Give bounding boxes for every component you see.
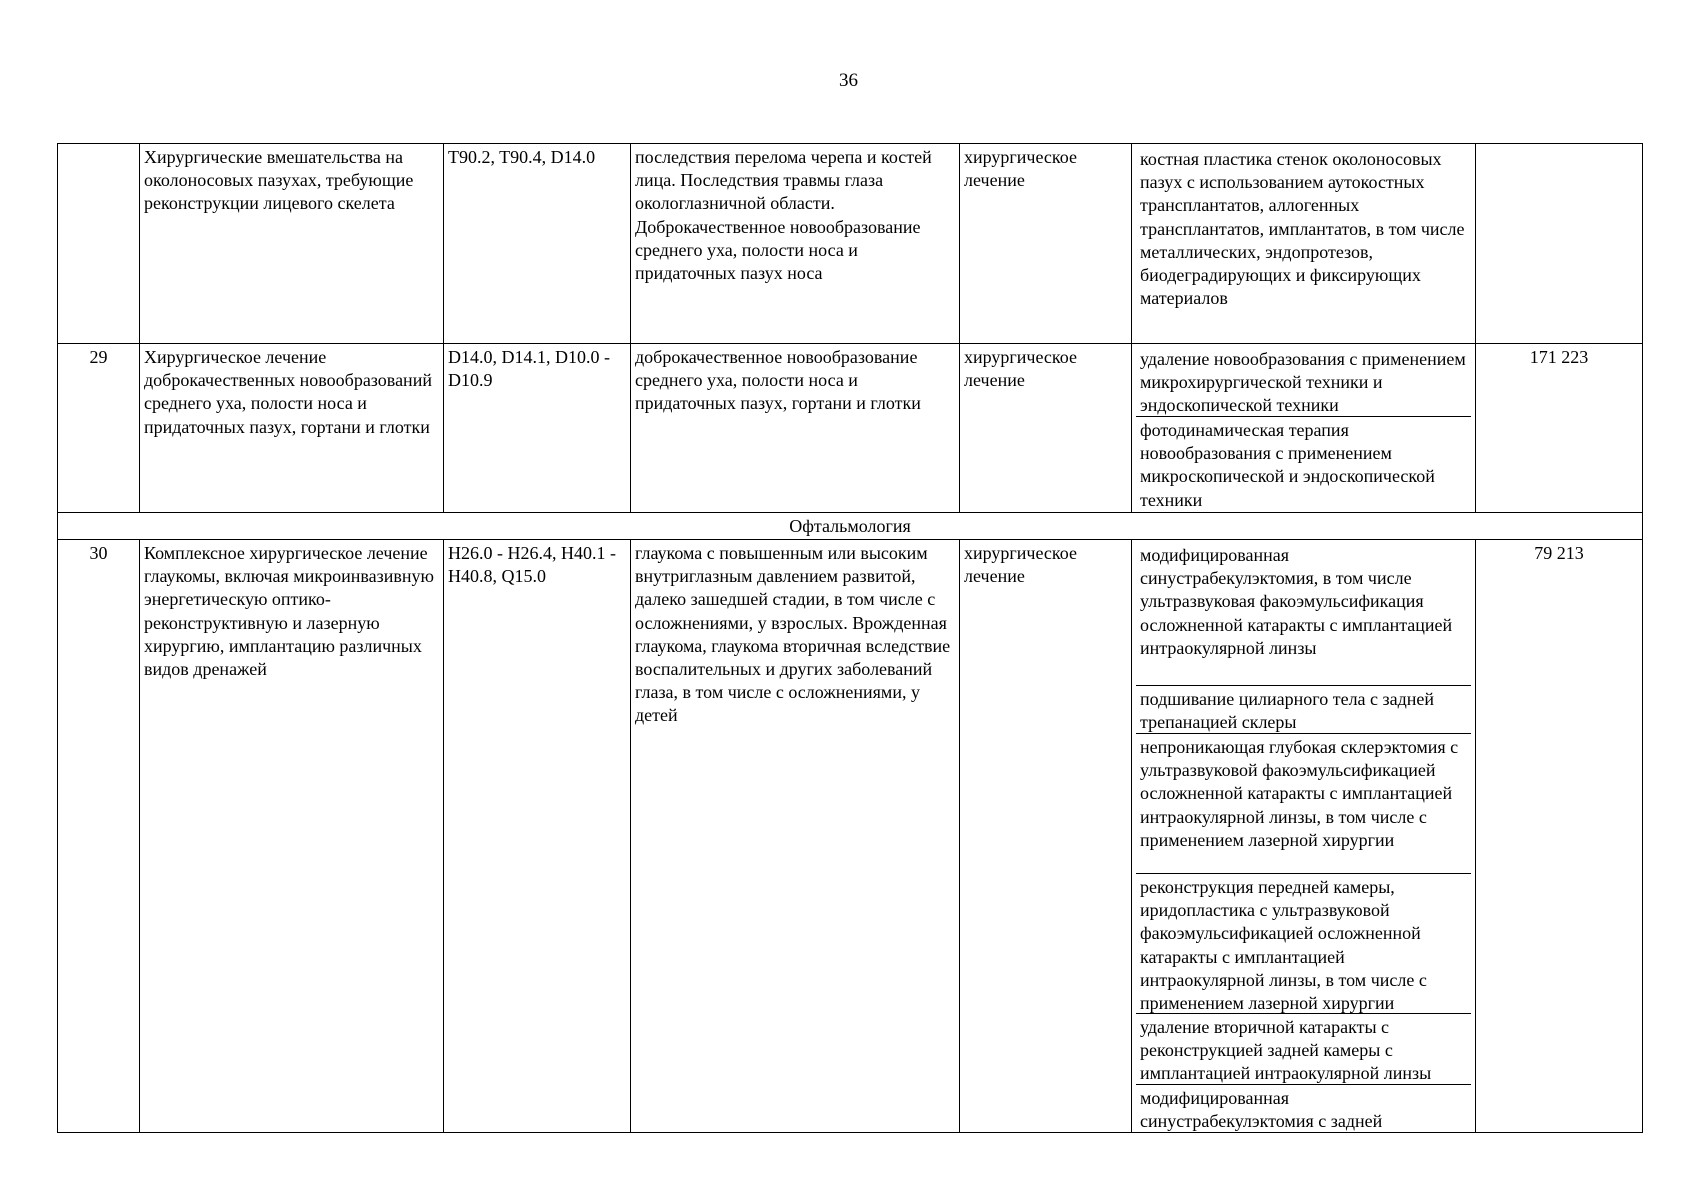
- row-number: [58, 144, 140, 344]
- procedure-name: Комплексное хирургическое лечение глаукомы, включая микроинвазивную энергетическую оптико-реконструктивную и лазерную хирургию, имплантацию различных видов дренажей: [140, 540, 444, 1133]
- treatment-type: хирургическое лечение: [960, 144, 1132, 344]
- condition-description: глаукома с повышенным или высоким внутриглазным давлением развитой, далеко зашедшей стадии, в том числе с осложнениями, у взрослых. Врожденная глаукома, глаукома вторичная вследствие воспалительных и других заболеваний глаза, в том числе с осложнениями, у детей: [631, 540, 960, 1133]
- method-item: модифицированная синустрабекулэктомия, в том числе ультразвуковая факоэмульсификация осложненной катаракты с имплантацией интраокулярной линзы: [1136, 542, 1471, 686]
- diagnosis-codes: T90.2, T90.4, D14.0: [444, 144, 631, 344]
- method-item: реконструкция передней камеры, иридопластика с ультразвуковой факоэмульсификацией осложненной катаракты с имплантацией интраокулярной линзы, в том числе с применением лазерной хирургии: [1136, 874, 1471, 1014]
- procedure-name: Хирургические вмешательства на околоносовых пазухах, требующие реконструкции лицевого скелета: [140, 144, 444, 344]
- methods-cell: [1132, 344, 1476, 513]
- method-item: костная пластика стенок околоносовых пазух с использованием аутокостных трансплантатов, аллогенных трансплантатов, имплантатов, в том числе металлических, эндопротезов, биодеградирующих и фиксирующих материалов: [1140, 149, 1465, 309]
- section-row: [58, 513, 1643, 540]
- condition-description: доброкачественное новообразование среднего уха, полости носа и придаточных пазух, гортани и глотки: [631, 344, 960, 513]
- table-row: [58, 144, 1643, 344]
- method-item: непроникающая глубокая склерэктомия с ультразвуковой факоэмульсификацией осложненной катаракты с имплантацией интраокулярной линзы, в том числе с применением лазерной хирургии: [1136, 734, 1471, 874]
- method-item: удаление новообразования с применением микрохирургической техники и эндоскопической техники: [1136, 346, 1471, 417]
- diagnosis-codes: D14.0, D14.1, D10.0 - D10.9: [444, 344, 631, 513]
- method-item: подшивание цилиарного тела с задней трепанацией склеры: [1136, 686, 1471, 734]
- cost-value: [1476, 144, 1643, 344]
- row-number: 29: [58, 344, 140, 513]
- condition-description: последствия перелома черепа и костей лица. Последствия травмы глаза окологлазничной области. Доброкачественное новообразование среднего уха, полости носа и придаточных пазух носа: [631, 144, 960, 344]
- row-number: 30: [58, 540, 140, 1133]
- treatment-type: хирургическое лечение: [960, 344, 1132, 513]
- treatment-type: хирургическое лечение: [960, 540, 1132, 1133]
- method-item: модифицированная синустрабекулэктомия с задней: [1140, 1088, 1383, 1132]
- methods-cell: [1132, 540, 1476, 1133]
- cost-value: 171 223: [1476, 344, 1643, 513]
- methods-cell: [1132, 144, 1476, 344]
- method-item: удаление вторичной катаракты с реконструкцией задней камеры с имплантацией интраокулярной линзы: [1136, 1014, 1471, 1085]
- procedure-name: Хирургическое лечение доброкачественных новообразований среднего уха, полости носа и придаточных пазух, гортани и глотки: [140, 344, 444, 513]
- method-item: фотодинамическая терапия новообразования с применением микроскопической и эндоскопической техники: [1140, 420, 1435, 510]
- services-table: [57, 143, 1643, 1133]
- section-title: Офтальмология: [58, 513, 1643, 540]
- table-row: [58, 344, 1643, 513]
- page-number: 36: [839, 70, 858, 91]
- diagnosis-codes: H26.0 - H26.4, H40.1 - H40.8, Q15.0: [444, 540, 631, 1133]
- cost-value: 79 213: [1476, 540, 1643, 1133]
- table-row: [58, 540, 1643, 1133]
